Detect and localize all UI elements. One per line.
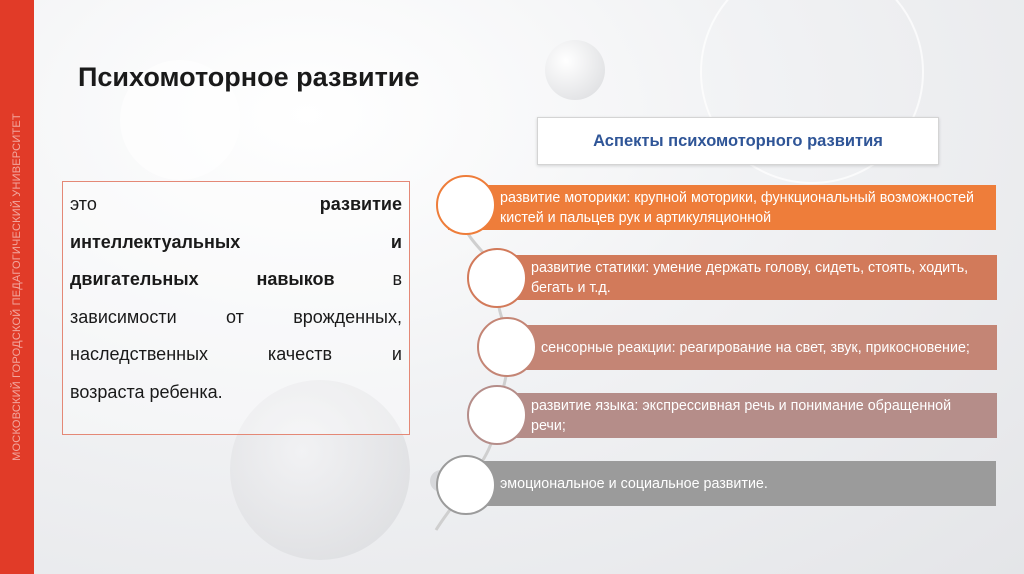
definition-word: наследственных: [70, 344, 209, 365]
aspect-text: сенсорные реакции: реагирование на свет, звук, прикосновение;: [541, 339, 970, 356]
definition-word: качеств: [267, 344, 333, 365]
aspect-marker-circle: [436, 455, 496, 515]
page-title: Психомоторное развитие: [78, 62, 420, 92]
aspects-title: Аспекты психомоторного развития: [593, 131, 883, 150]
definition-word: развитие: [319, 194, 402, 214]
aspect-bar: [448, 185, 996, 230]
definition-word: в: [392, 269, 402, 290]
aspect-bar: [490, 325, 997, 370]
definition-word: возраста ребенка.: [70, 381, 223, 402]
definition-word: интеллектуальных: [70, 231, 241, 252]
definition-word: навыков: [256, 269, 335, 290]
definition-word: двигательных: [70, 269, 199, 290]
definition-word: и: [390, 231, 402, 252]
definition-word: зависимости: [70, 306, 177, 327]
aspect-text: развитие статики: умение держать голову, сидеть, стоять, ходить, бегать и т.д.: [531, 259, 969, 296]
aspect-marker-circle: [467, 248, 527, 308]
aspect-bar: [480, 255, 997, 300]
definition-word: врожденных,: [293, 306, 402, 327]
aspect-text: развитие моторики: крупной моторики, функциональный возможностей кистей и пальцев рук и артикуляционной: [500, 189, 975, 226]
aspect-marker-circle: [477, 317, 537, 377]
aspect-marker-circle: [436, 175, 496, 235]
aspect-bar: [480, 393, 997, 438]
aspect-text: эмоциональное и социальное развитие.: [500, 475, 768, 492]
aspect-text: развитие языка: экспрессивная речь и понимание обращенной речи;: [531, 397, 952, 434]
university-name: МОСКОВСКИЙ ГОРОДСКОЙ ПЕДАГОГИЧЕСКИЙ УНИВЕРСИТЕТ: [11, 113, 23, 461]
definition-word: от: [226, 306, 244, 327]
aspect-bar: [448, 461, 996, 506]
definition-word: и: [391, 344, 402, 365]
definition-word: это: [70, 194, 97, 214]
aspect-marker-circle: [467, 385, 527, 445]
